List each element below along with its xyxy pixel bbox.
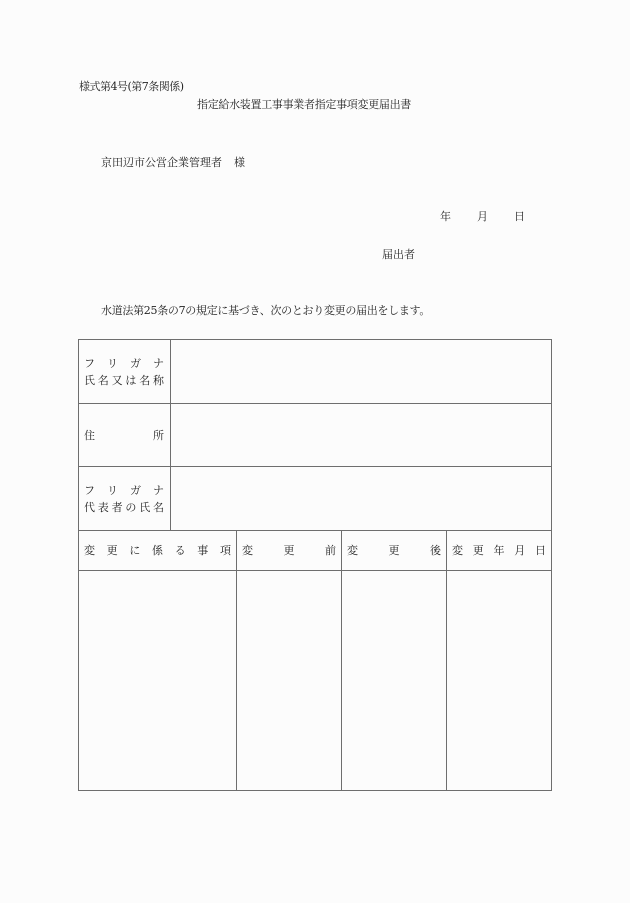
column-header-after: 変 更 後 — [347, 544, 441, 557]
addressee-name: 京田辺市公営企業管理者 — [101, 156, 222, 169]
row-divider — [78, 570, 552, 571]
honorific: 様 — [234, 156, 245, 169]
representative-label: 代 表 者 の 氏 名 — [84, 501, 164, 514]
document-title: 指定給水装置工事事業者指定事項変更届出書 — [197, 98, 411, 111]
row-divider — [78, 466, 552, 467]
col-divider — [236, 530, 237, 791]
name-field[interactable] — [172, 341, 550, 402]
month-label: 月 — [477, 210, 488, 223]
col-divider — [341, 530, 342, 791]
year-label: 年 — [440, 210, 451, 223]
address-label: 住 所 — [84, 429, 164, 442]
furigana-label: フ リ ガ ナ — [84, 357, 164, 370]
col-divider — [446, 530, 447, 791]
column-header-change-item: 変 更 に 係 る 事 項 — [84, 544, 231, 557]
representative-field[interactable] — [172, 468, 550, 529]
address-label-cell — [84, 427, 164, 444]
representative-label-cell — [84, 482, 164, 516]
row-divider — [78, 403, 552, 404]
before-change-field[interactable] — [238, 572, 340, 789]
submitter-label: 届出者 — [382, 248, 415, 261]
name-label-cell — [84, 355, 164, 389]
change-date-field[interactable] — [448, 572, 550, 789]
name-label: 氏 名 又 は 名 称 — [84, 374, 164, 387]
date-line — [440, 210, 525, 224]
column-header-before: 変 更 前 — [242, 544, 336, 557]
row-divider — [78, 530, 552, 531]
change-item-field[interactable] — [80, 572, 235, 789]
col-divider — [170, 339, 171, 530]
column-header-change-date: 変 更 年 月 日 — [452, 544, 546, 557]
statement-text: 水道法第25条の7の規定に基づき、次のとおり変更の届出をします。 — [101, 304, 431, 317]
after-change-field[interactable] — [343, 572, 445, 789]
furigana-label: フ リ ガ ナ — [84, 484, 164, 497]
addressee — [101, 156, 245, 170]
form-number-label: 様式第4号(第7条関係) — [79, 80, 184, 93]
address-field[interactable] — [172, 405, 550, 465]
day-label: 日 — [514, 210, 525, 223]
